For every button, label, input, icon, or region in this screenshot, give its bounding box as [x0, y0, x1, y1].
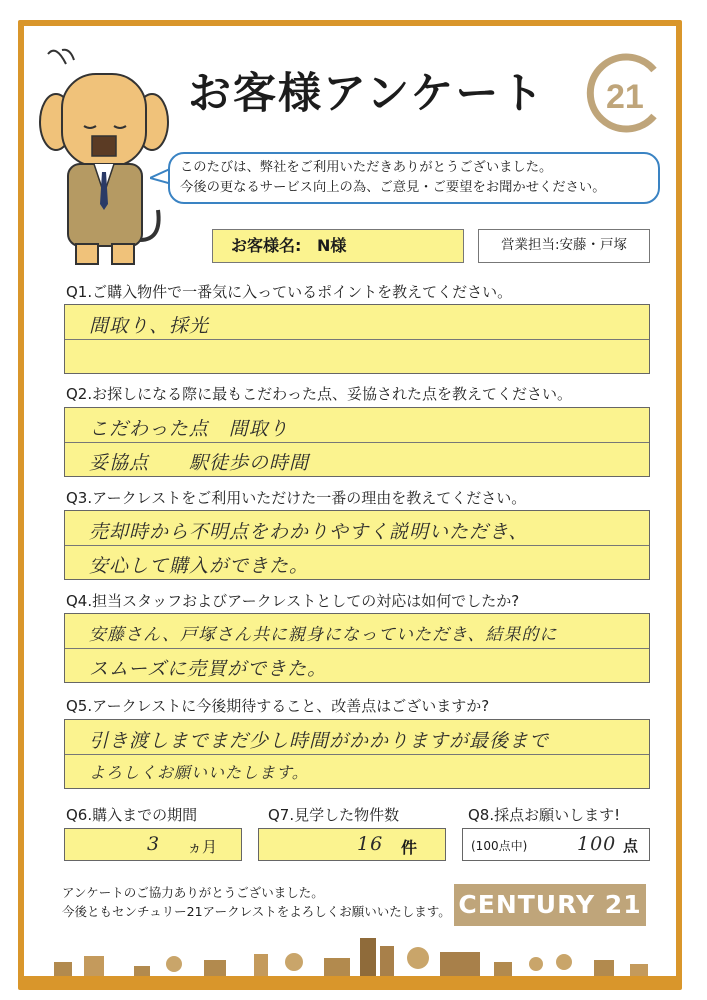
page-title: お客様アンケート — [188, 69, 546, 119]
greeting-line-1: このたびは、弊社をご利用いただきありがとうございました。 — [180, 160, 553, 175]
answer-3-line-2: 安心して購入ができた。 — [89, 555, 310, 577]
score-unit: 点 — [623, 837, 639, 855]
customer-name-label: お客様名: — [231, 236, 302, 255]
closing-line-2: 今後ともセンチュリー21アークレストをよろしくお願いいたします。 — [62, 904, 451, 919]
answer-box-3 — [64, 510, 650, 580]
answer-box-1 — [64, 304, 650, 374]
greeting-line-2: 今後の更なるサービス向上の為、ご意見・ご要望をお聞かせください。 — [180, 180, 606, 195]
question-4: Q4.担当スタッフおよびアークレストとしての対応は如何でしたか? — [66, 592, 520, 610]
answer-box-6 — [64, 828, 242, 861]
purchase-period-unit: ヵ月 — [187, 838, 218, 856]
greeting-bubble — [168, 152, 660, 204]
closing-line-1: アンケートのご協力ありがとうございました。 — [62, 885, 324, 900]
century21-brand-badge: CENTURY 21 — [454, 884, 646, 926]
dog-mascot-illustration — [36, 44, 172, 270]
answer-4-line-2: スムーズに売買ができた。 — [89, 658, 328, 680]
century21-logo-icon — [584, 50, 670, 136]
answer-box-5 — [64, 719, 650, 789]
answer-box-2 — [64, 407, 650, 477]
question-1: Q1.ご購入物件で一番気に入っているポイントを教えてください。 — [66, 283, 513, 301]
closing-message — [62, 883, 451, 921]
purchase-period-value: 3 — [147, 833, 161, 855]
answer-box-4 — [64, 613, 650, 683]
answer-5-line-1: 引き渡しまでまだ少し時間がかかりますが最後まで — [89, 730, 550, 752]
customer-name-box — [212, 229, 464, 263]
logo-text: 21 — [606, 78, 644, 116]
question-5: Q5.アークレストに今後期待すること、改善点はございますか? — [66, 697, 490, 715]
town-skyline-illustration — [24, 932, 676, 984]
answer-box-7 — [258, 828, 446, 861]
score-value: 100 — [577, 833, 617, 855]
answer-box-8 — [462, 828, 650, 861]
answer-1-line-1: 間取り、採光 — [89, 315, 210, 337]
question-2: Q2.お探しになる際に最もこだわった点、妥協された点を教えてください。 — [66, 385, 572, 403]
score-note: (100点中) — [471, 839, 528, 853]
answer-2-line-1: こだわった点 間取り — [89, 418, 289, 440]
viewed-properties-unit: 件 — [401, 838, 418, 857]
answer-5-line-2: よろしくお願いいたします。 — [89, 763, 309, 782]
question-8: Q8.採点お願いします! — [468, 806, 621, 824]
answer-3-line-1: 売却時から不明点をわかりやすく説明いただき、 — [89, 521, 529, 543]
question-3: Q3.アークレストをご利用いただけた一番の理由を教えてください。 — [66, 489, 527, 507]
answer-2-line-2: 妥協点 駅徒歩の時間 — [89, 452, 310, 474]
sales-staff-box: 営業担当:安藤・戸塚 — [478, 229, 650, 263]
viewed-properties-value: 16 — [357, 833, 384, 855]
answer-4-line-1: 安藤さん、戸塚さん共に親身になっていただき、結果的に — [89, 625, 558, 645]
question-7: Q7.見学した物件数 — [268, 806, 400, 824]
question-6: Q6.購入までの期間 — [66, 806, 198, 824]
customer-name-value: N様 — [316, 236, 347, 255]
